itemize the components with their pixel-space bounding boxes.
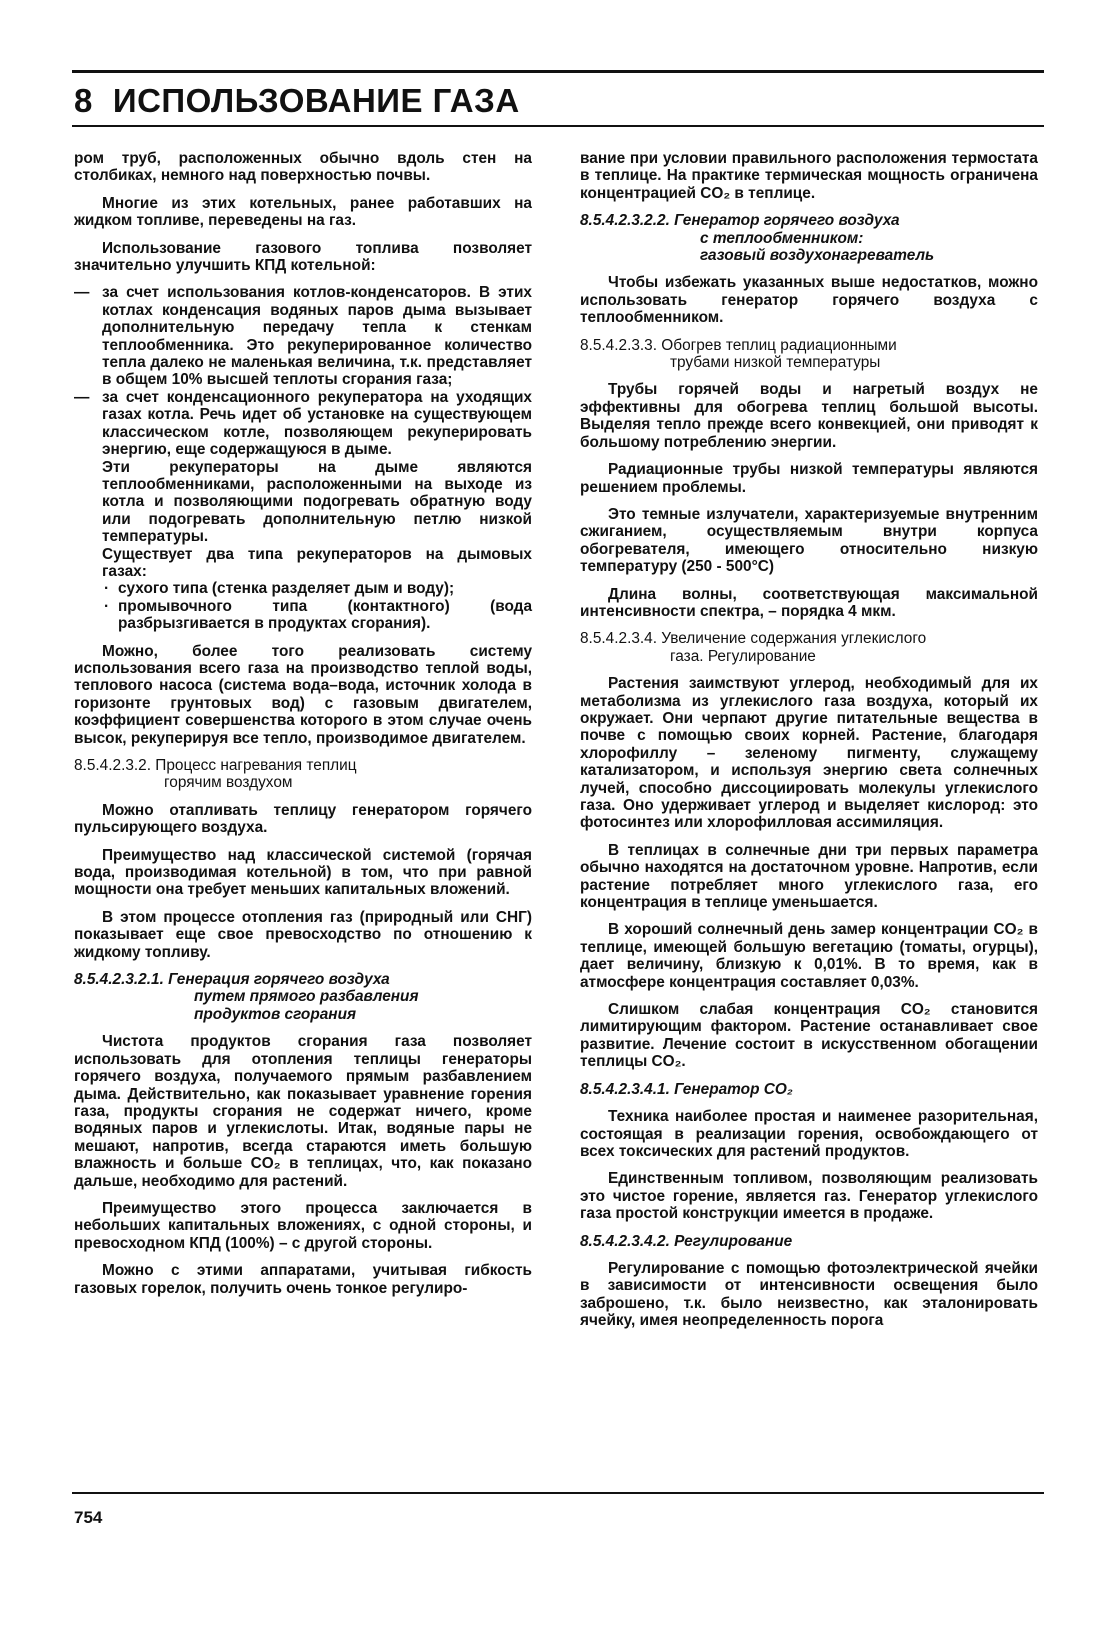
section-heading-line: 8.5.4.2.3.4. Увеличение содержания углекислого [580,630,927,648]
bullet-item: · сухого типа (стенка разделяет дым и воду); [74,580,532,597]
subsection-heading-line: путем прямого разбавления [194,988,419,1006]
footer-rule [72,1492,1044,1494]
paragraph: Единственным топливом, позволяющим реализовать это чистое горение, является газ. Генератор углекислого газа простой конструкции имеется в продаже. [580,1170,1038,1223]
list-item-continuation: Существует два типа рекуператоров на дымовых газах: [102,545,532,580]
left-column [74,150,532,1307]
section-heading [580,337,1038,372]
subsection-heading: 8.5.4.2.3.4.1. Генератор CO₂ [580,1080,793,1098]
dash-list-item: — за счет конденсационного рекуператора на уходящих газах котла. Речь идет об установке на существующем классическом котле, позволяющем рекуперировать энергию, еще содержащуюся в дыме. [74,389,532,459]
paragraph: В хороший солнечный день замер концентрации CO₂ в теплице, имеющей большую вегетацию (томаты, огурцы), дает величину, близкую к 0,01%. В то время, как в атмосфере концентрация составляет 0,03%. [580,921,1038,991]
section-heading [580,630,1038,665]
paragraph: Чистота продуктов сгорания газа позволяет использовать для отопления теплицы генераторы горячего воздуха, получаемого прямым разбавлением дыма. Действительно, как показывает уравнение горения газа, продукты сгорания не содержат ничего, кроме водяных паров и углекислоты. Итак, водяные пары не мешают, напротив, всегда стараются иметь большую влажность и больше CO₂ в теплицах, что, как показано дальше, необходимо для растений. [74,1033,532,1190]
subsection-heading-line: с теплообменником: [700,229,864,247]
header-rule [72,125,1044,127]
paragraph: вание при условии правильного расположения термостата в теплице. На практике термическая мощность ограничена концентрацией CO₂ в теплице. [580,150,1038,202]
paragraph: Можно, более того реализовать систему использования всего газа на производство теплой воды, теплового насоса (система вода–вода, источник холода в горизонте грунтовых вод) с газовым двигателем, коэффициент совершенства которого в этом случае очень высок, рекуперируя все тепло, производимое двигателем. [74,642,532,747]
paragraph: Растения заимствуют углерод, необходимый для их метаболизма из углекислого газа воздуха, который их окружает. Они черпают другие питательные вещества в почве с помощью своих корней. Растение, благодаря хлорофиллу – зеленому пигменту, служащему катализатором, и используя энергию света солнечных лучей, способно диссоциировать молекулы углекислого газа. Оно удерживает углерод и выделяет кислород: это фотосинтез или хлорофилловая ассимиляция. [580,675,1038,832]
subsection-heading-line: продуктов сгорания [194,1005,357,1023]
section-heading-line: 8.5.4.2.3.3. Обогрев теплиц радиационными [580,336,897,354]
paragraph: Можно с этими аппаратами, учитывая гибкость газовых горелок, получить очень тонкое регулиро- [74,1262,532,1297]
paragraph: Использование газового топлива позволяет значительно улучшить КПД котельной: [74,239,532,275]
paragraph: Чтобы избежать указанных выше недостатков, можно использовать генератор горячего воздуха с теплообменником. [580,274,1038,327]
chapter-number: 8 [74,82,93,119]
section-heading-line: 8.5.4.2.3.2. Процесс нагревания теплиц [74,757,357,774]
right-column [580,150,1038,1340]
section-heading-line: горячим воздухом [164,774,293,792]
subsection-heading-line: 8.5.4.2.3.2.2. Генератор горячего воздуха [580,212,900,230]
section-heading-line: трубами низкой температуры [670,354,881,372]
paragraph: В теплицах в солнечные дни три первых параметра обычно находятся на достаточном уровне. Напротив, если растение потребляет много углекислого газа, его концентрация в теплице уменьшается. [580,841,1038,912]
subsection-heading: 8.5.4.2.3.4.2. Регулирование [580,1232,793,1250]
paragraph: Преимущество этого процесса заключается в небольших капитальных вложениях, с одной стороны, и превосходном КПД (100%) – с другой стороны. [74,1199,532,1252]
paragraph: Можно отапливать теплицу генератором горячего пульсирующего воздуха. [74,801,532,837]
subsection-heading [580,212,1038,264]
paragraph: Техника наиболее простая и наименее разорительная, состоящая в реализации горения, освобождающего от всех токсических для растений продуктов. [580,1108,1038,1160]
paragraph: В этом процессе отопления газ (природный или СНГ) показывает еще свое превосходство по отношению к жидкому топливу. [74,908,532,961]
paragraph: Регулирование с помощью фотоэлектрической ячейки в зависимости от интенсивности освещения было заброшено, т.к. было неизвестно, как эталонировать ячейку, имея неопределенность порога [580,1259,1038,1330]
paragraph: Длина волны, соответствующая максимальной интенсивности спектра, – порядка 4 мкм. [580,585,1038,620]
bullet-item: · промывочного типа (контактного) (вода разбрызгивается в продуктах сгорания). [74,598,532,633]
list-item-continuation: Эти рекуператоры на дыме являются теплообменниками, расположенными на выходе из котла и позволяющими подогревать обратную воду или подогревать дополнительную петлю низкой температуры. [102,458,532,546]
section-heading-line: газа. Регулирование [670,647,816,665]
subsection-heading-line: 8.5.4.2.3.2.1. Генерация горячего воздуха [74,971,390,989]
chapter-heading [74,82,520,120]
paragraph: Слишком слабая концентрация CO₂ становится лимитирующим фактором. Растение останавливает свое развитие. Лечение состоит в искусственном обогащении теплицы CO₂. [580,1001,1038,1071]
dash-list-item: — за счет использования котлов-конденсаторов. В этих котлах конденсация водяных паров дыма вызывает дополнительную передачу тепла к стенкам теплообменника. Это рекуперированное количество тепла далеко не маленькая величина, т.к. представляет в общем 10% высшей теплоты сгорания газа; [74,284,532,388]
page-number: 754 [74,1508,103,1527]
subsection-heading-line: газовый воздухонагреватель [700,247,935,265]
paragraph: Преимущество над классической системой (горячая вода, производимая котельной) в том, что при равной мощности она требует меньших капитальных вложений. [74,846,532,899]
chapter-title: ИСПОЛЬЗОВАНИЕ ГАЗА [112,82,520,119]
paragraph: Трубы горячей воды и нагретый воздух не эффективны для обогрева теплиц большой высоты. Выделяя тепло прежде всего конвекцией, они приводят к большому потреблению энергии. [580,381,1038,451]
section-heading [74,757,532,792]
paragraph: ром труб, расположенных обычно вдоль стен на столбиках, немного над поверхностью почвы. [74,150,532,185]
top-rule [72,70,1044,73]
subsection-heading [74,971,532,1023]
paragraph: Радиационные трубы низкой температуры являются решением проблемы. [580,461,1038,496]
paragraph: Это темные излучатели, характеризуемые внутренним сжиганием, осуществляемым внутри корпуса обогревателя, имеющего относительно низкую температуру (250 - 500°С) [580,505,1038,576]
paragraph: Многие из этих котельных, ранее работавших на жидком топливе, переведены на газ. [74,194,532,230]
